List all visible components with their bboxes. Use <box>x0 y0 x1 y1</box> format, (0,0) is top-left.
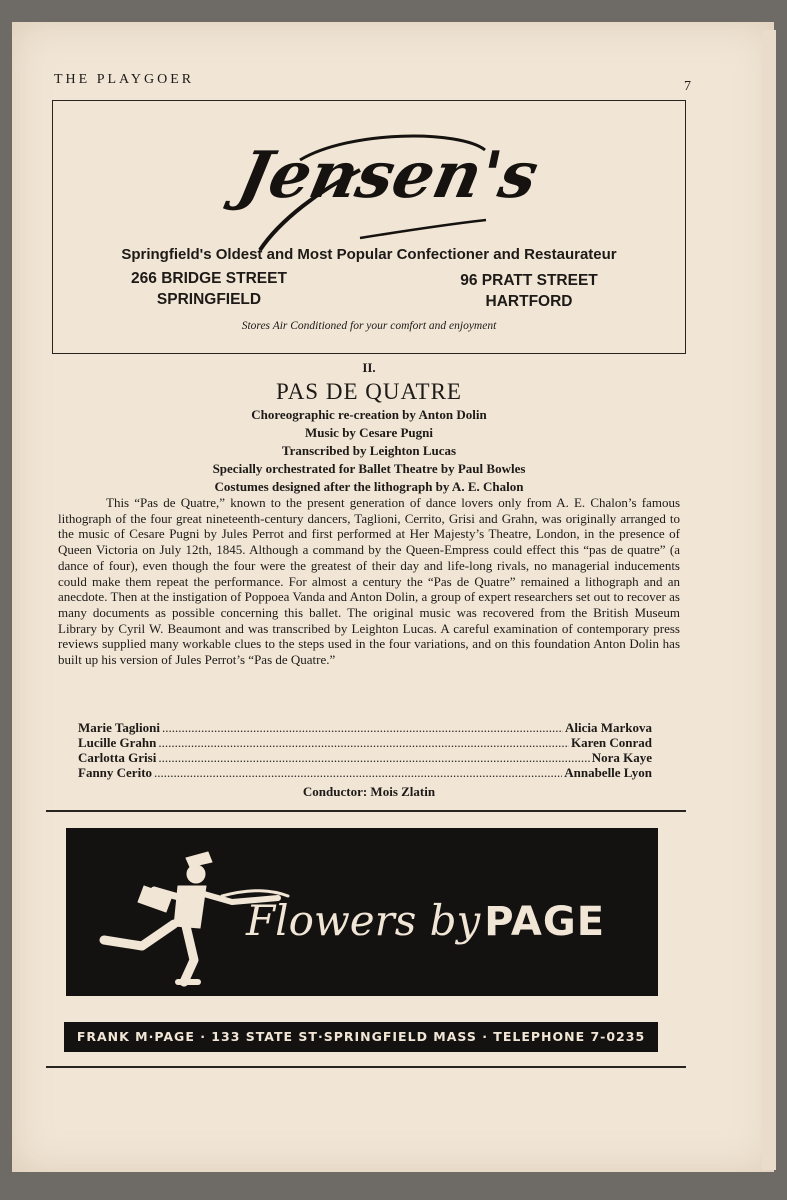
location-street: 266 BRIDGE STREET <box>131 270 287 287</box>
page-number: 7 <box>684 79 691 94</box>
conductor-credit: Conductor: Mois Zlatin <box>302 784 436 799</box>
cast-role: Lucille Grahn <box>78 735 157 750</box>
jensens-note: Stores Air Conditioned for your comfort and enjoyment <box>241 320 497 332</box>
credit-choreography: Choreographic re-creation by Anton Dolin <box>251 407 487 422</box>
ballet-description: This “Pas de Quatre,” known to the present generation of dance lovers only from A. E. Chalon’s famous lithograph of the four great nineteenth-century dancers, Taglioni, Cerrito, Grisi and Grahn, was originally arranged to the music of Cesare Pugni by Jules Perrot and first performed at Her Majesty’s Theatre, London, in the presence of Queen Victoria on July 12th, 1845. Although a command by the Queen-Empress could effect this “pas de quatre” (a dance of four), even though the four were the greatest of their day and life-long rivals, no managerial inducements could make them repeat the performance. For almost a century the “Pas de Quatre” remained a lithograph and an anecdote. Then at the instigation of Poppoea Vanda and Anton Dolin, a group of expert researchers set out to recover as many documents as possible concerning this ballet. The original music was recovered from the British Museum Library by Cyril W. Beaumont and was transcribed by Leighton Lucas. A careful examination of contemporary press reviews supplied many workable clues to the steps used in the four variations, and on this foundation Anton Dolin has built up his version of Jules Perrot’s “Pas de Quatre.” <box>58 495 680 668</box>
location-city: HARTFORD <box>485 293 573 310</box>
leader-dots <box>158 735 569 750</box>
flowers-ad-banner <box>66 828 658 996</box>
cast-row <box>78 765 652 780</box>
publication-title: THE PLAYGOER <box>54 72 195 87</box>
credit-costumes: Costumes designed after the lithograph by A. E. Chalon <box>214 479 524 494</box>
cast-dancer: Annabelle Lyon <box>564 765 652 780</box>
flowers-by-page-logo <box>246 896 605 945</box>
cast-dancer: Alicia Markova <box>564 720 652 735</box>
flowers-script-text: Flowers by <box>246 896 481 945</box>
cast-role: Marie Taglioni <box>78 720 160 735</box>
page-brand-text: PAGE <box>484 899 606 945</box>
credit-transcription: Transcribed by Leighton Lucas <box>281 443 457 458</box>
ballet-title: PAS DE QUATRE <box>276 379 462 404</box>
credit-music: Music by Cesare Pugni <box>305 425 433 440</box>
cast-row <box>78 750 652 765</box>
cast-dancer: Nora Kaye <box>591 750 652 765</box>
leader-dots <box>162 720 563 735</box>
cast-dancer: Karen Conrad <box>570 735 652 750</box>
jensens-location-hartford <box>419 270 639 312</box>
flowers-contact-strip: FRANK M·PAGE · 133 STATE ST·SPRINGFIELD MASS · TELEPHONE 7-0235 <box>64 1022 658 1052</box>
cast-role: Carlotta Grisi <box>78 750 157 765</box>
leader-dots <box>158 750 589 765</box>
page-edge <box>762 30 776 1170</box>
credit-orchestration: Specially orchestrated for Ballet Theatre by Paul Bowles <box>212 461 526 476</box>
section-number: II. <box>362 360 376 375</box>
jensens-logo-text: Jensen's <box>232 138 545 213</box>
jensens-location-springfield <box>99 268 319 310</box>
divider-bottom <box>46 1066 686 1068</box>
cast-list <box>78 720 652 780</box>
jensens-tagline: Springfield's Oldest and Most Popular Confectioner and Restaurateur <box>121 246 617 263</box>
leader-dots <box>154 765 562 780</box>
divider-top <box>46 810 686 812</box>
cast-row <box>78 720 652 735</box>
location-street: 96 PRATT STREET <box>460 272 598 289</box>
cast-row <box>78 735 652 750</box>
location-city: SPRINGFIELD <box>156 291 262 308</box>
cast-role: Fanny Cerito <box>78 765 153 780</box>
